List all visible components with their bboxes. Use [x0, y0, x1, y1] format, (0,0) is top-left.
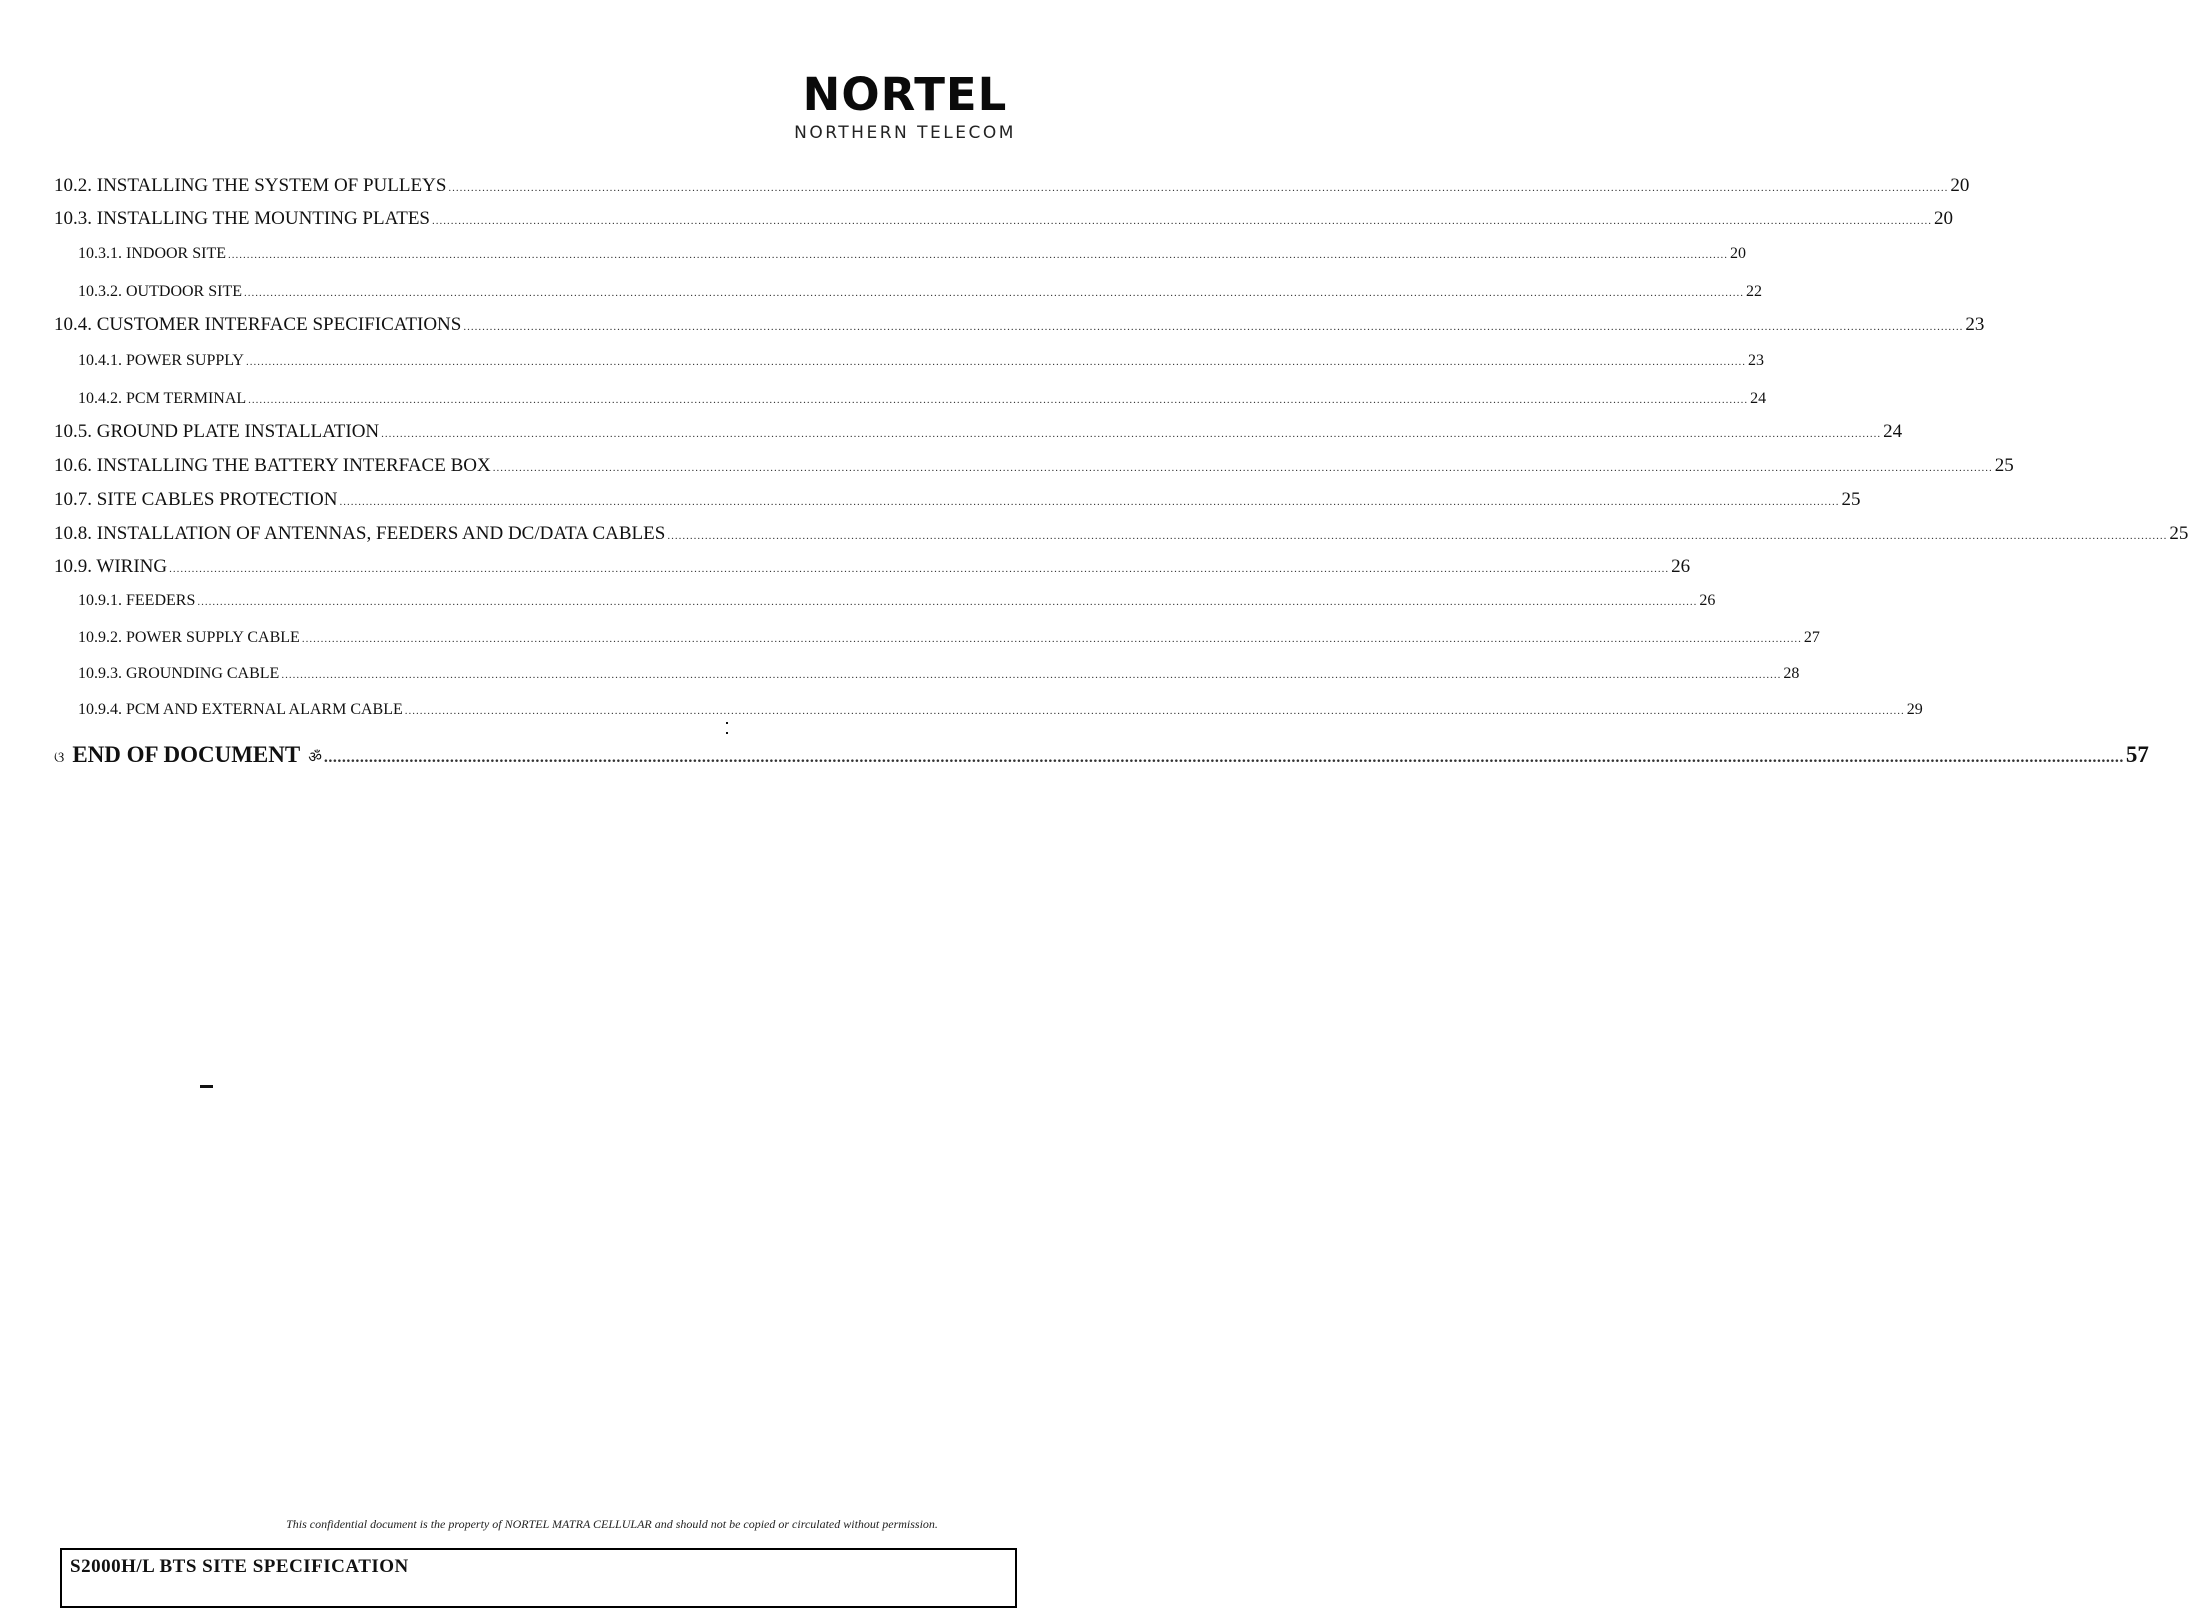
toc-entry[interactable]: [54, 421, 1903, 443]
toc-entry[interactable]: [78, 665, 1800, 683]
toc-entry-page: 26: [1671, 556, 1691, 577]
toc-entry-page: 25: [1994, 455, 2014, 476]
toc-end-of-document[interactable]: [54, 742, 2149, 768]
toc-entry-title: 10.9.3. GROUNDING CABLE: [78, 665, 280, 682]
toc-entry-page: 20: [1934, 208, 1953, 229]
scan-speck: [200, 1085, 213, 1088]
toc-entry-title: 10.7. SITE CABLES PROTECTION: [54, 489, 338, 510]
toc-entry-page: 27: [1803, 629, 1820, 646]
toc-entry[interactable]: [78, 352, 1764, 370]
confidential-notice: This confidential document is the property of NORTEL MATRA CELLULAR and should not be copied or circulated without permission.: [286, 1517, 938, 1531]
toc-entry-title: 10.9.2. POWER SUPPLY CABLE: [78, 629, 300, 646]
toc-leader-dots: ................................................................................................................................................................................................................................................................................................................................................................................................................: [244, 287, 1744, 299]
scan-speck: [726, 722, 728, 724]
toc-entry-title: 10.4.2. PCM TERMINAL: [78, 390, 247, 407]
toc-entry-page: 25: [2169, 523, 2188, 544]
toc-entry[interactable]: [54, 175, 1970, 197]
toc-entry[interactable]: [78, 701, 1923, 719]
toc-entry[interactable]: [54, 314, 1985, 336]
toc-entry-page: 29: [1906, 701, 1923, 718]
toc-entry-page: 23: [1965, 314, 1985, 335]
toc-leader-dots: ................................................................................................................................................................................................................................................................................................................................................................................................................: [197, 596, 1698, 608]
toc-leader-dots: ................................................................................................................................................................................................................................................................................................................................................................................................................: [404, 705, 1905, 717]
ornament-left-icon: ଓ: [54, 750, 65, 766]
table-of-contents: [0, 0, 2188, 800]
toc-leader-dots: ................................................................................................................................................................................................................................................................................................................................................................................................................: [323, 749, 2124, 766]
toc-entry-title: 10.4. CUSTOMER INTERFACE SPECIFICATIONS: [54, 314, 462, 335]
toc-entry[interactable]: [78, 629, 1820, 647]
toc-leader-dots: ................................................................................................................................................................................................................................................................................................................................................................................................................: [492, 462, 1993, 474]
toc-entry-title: 10.3.1. INDOOR SITE: [78, 245, 226, 262]
toc-entry-title: 10.5. GROUND PLATE INSTALLATION: [54, 421, 380, 442]
toc-entry[interactable]: [54, 208, 1953, 230]
toc-leader-dots: ................................................................................................................................................................................................................................................................................................................................................................................................................: [448, 182, 1949, 194]
ornament-right-icon: ॐ: [308, 750, 322, 766]
toc-entry-page: 20: [1950, 175, 1970, 196]
toc-entry-title: 10.4.1. POWER SUPPLY: [78, 352, 244, 369]
toc-leader-dots: ................................................................................................................................................................................................................................................................................................................................................................................................................: [463, 321, 1964, 333]
end-of-document-page: 57: [2125, 742, 2149, 767]
end-of-document-title: END OF DOCUMENT: [72, 742, 301, 767]
toc-entry-title: 10.9.4. PCM AND EXTERNAL ALARM CABLE: [78, 701, 403, 718]
toc-entry[interactable]: [54, 523, 2188, 545]
toc-entry-page: 23: [1747, 352, 1764, 369]
scan-speck: [726, 732, 728, 734]
toc-entry-page: 28: [1783, 665, 1800, 682]
toc-entry-page: 26: [1699, 592, 1716, 609]
toc-leader-dots: ................................................................................................................................................................................................................................................................................................................................................................................................................: [281, 669, 1782, 681]
toc-leader-dots: ................................................................................................................................................................................................................................................................................................................................................................................................................: [301, 633, 1802, 645]
toc-entry-title: 10.9.1. FEEDERS: [78, 592, 196, 609]
toc-leader-dots: ................................................................................................................................................................................................................................................................................................................................................................................................................: [667, 530, 2168, 542]
toc-entry-page: 22: [1746, 283, 1762, 300]
footer-doc-title: S2000H/L BTS SITE SPECIFICATION: [70, 1556, 409, 1577]
toc-entry[interactable]: [54, 455, 2014, 477]
toc-entry-page: 25: [1841, 489, 1861, 510]
footer-box: [60, 1548, 1017, 1608]
toc-entry-title: 10.8. INSTALLATION OF ANTENNAS, FEEDERS AND DC/DATA CABLES: [54, 523, 666, 544]
toc-leader-dots: ................................................................................................................................................................................................................................................................................................................................................................................................................: [228, 249, 1728, 261]
toc-leader-dots: ................................................................................................................................................................................................................................................................................................................................................................................................................: [339, 496, 1840, 508]
toc-leader-dots: ................................................................................................................................................................................................................................................................................................................................................................................................................: [381, 428, 1882, 440]
toc-entry[interactable]: [54, 489, 1861, 511]
toc-leader-dots: ................................................................................................................................................................................................................................................................................................................................................................................................................: [169, 563, 1670, 575]
toc-entry-title: 10.2. INSTALLING THE SYSTEM OF PULLEYS: [54, 175, 447, 196]
logo-subtitle: NORTHERN TELECOM: [794, 123, 1016, 143]
toc-entry[interactable]: [54, 556, 1691, 578]
toc-entry[interactable]: [78, 245, 1746, 263]
toc-entry-title: 10.9. WIRING: [54, 556, 168, 577]
toc-entry-title: 10.3. INSTALLING THE MOUNTING PLATES: [54, 208, 430, 229]
toc-entry[interactable]: [78, 592, 1716, 610]
toc-leader-dots: ................................................................................................................................................................................................................................................................................................................................................................................................................: [248, 394, 1749, 406]
toc-entry[interactable]: [78, 283, 1762, 301]
toc-entry-page: 20: [1730, 245, 1746, 262]
toc-entry-title: 10.3.2. OUTDOOR SITE: [78, 283, 242, 300]
toc-entry-title: 10.6. INSTALLING THE BATTERY INTERFACE BOX: [54, 455, 491, 476]
toc-entry[interactable]: [78, 390, 1767, 408]
toc-leader-dots: ................................................................................................................................................................................................................................................................................................................................................................................................................: [245, 356, 1746, 368]
toc-entry-page: 24: [1883, 421, 1903, 442]
toc-entry-page: 24: [1750, 390, 1767, 407]
toc-leader-dots: ................................................................................................................................................................................................................................................................................................................................................................................................................: [432, 215, 1932, 227]
logo-brand: NORTEL: [802, 68, 1008, 121]
